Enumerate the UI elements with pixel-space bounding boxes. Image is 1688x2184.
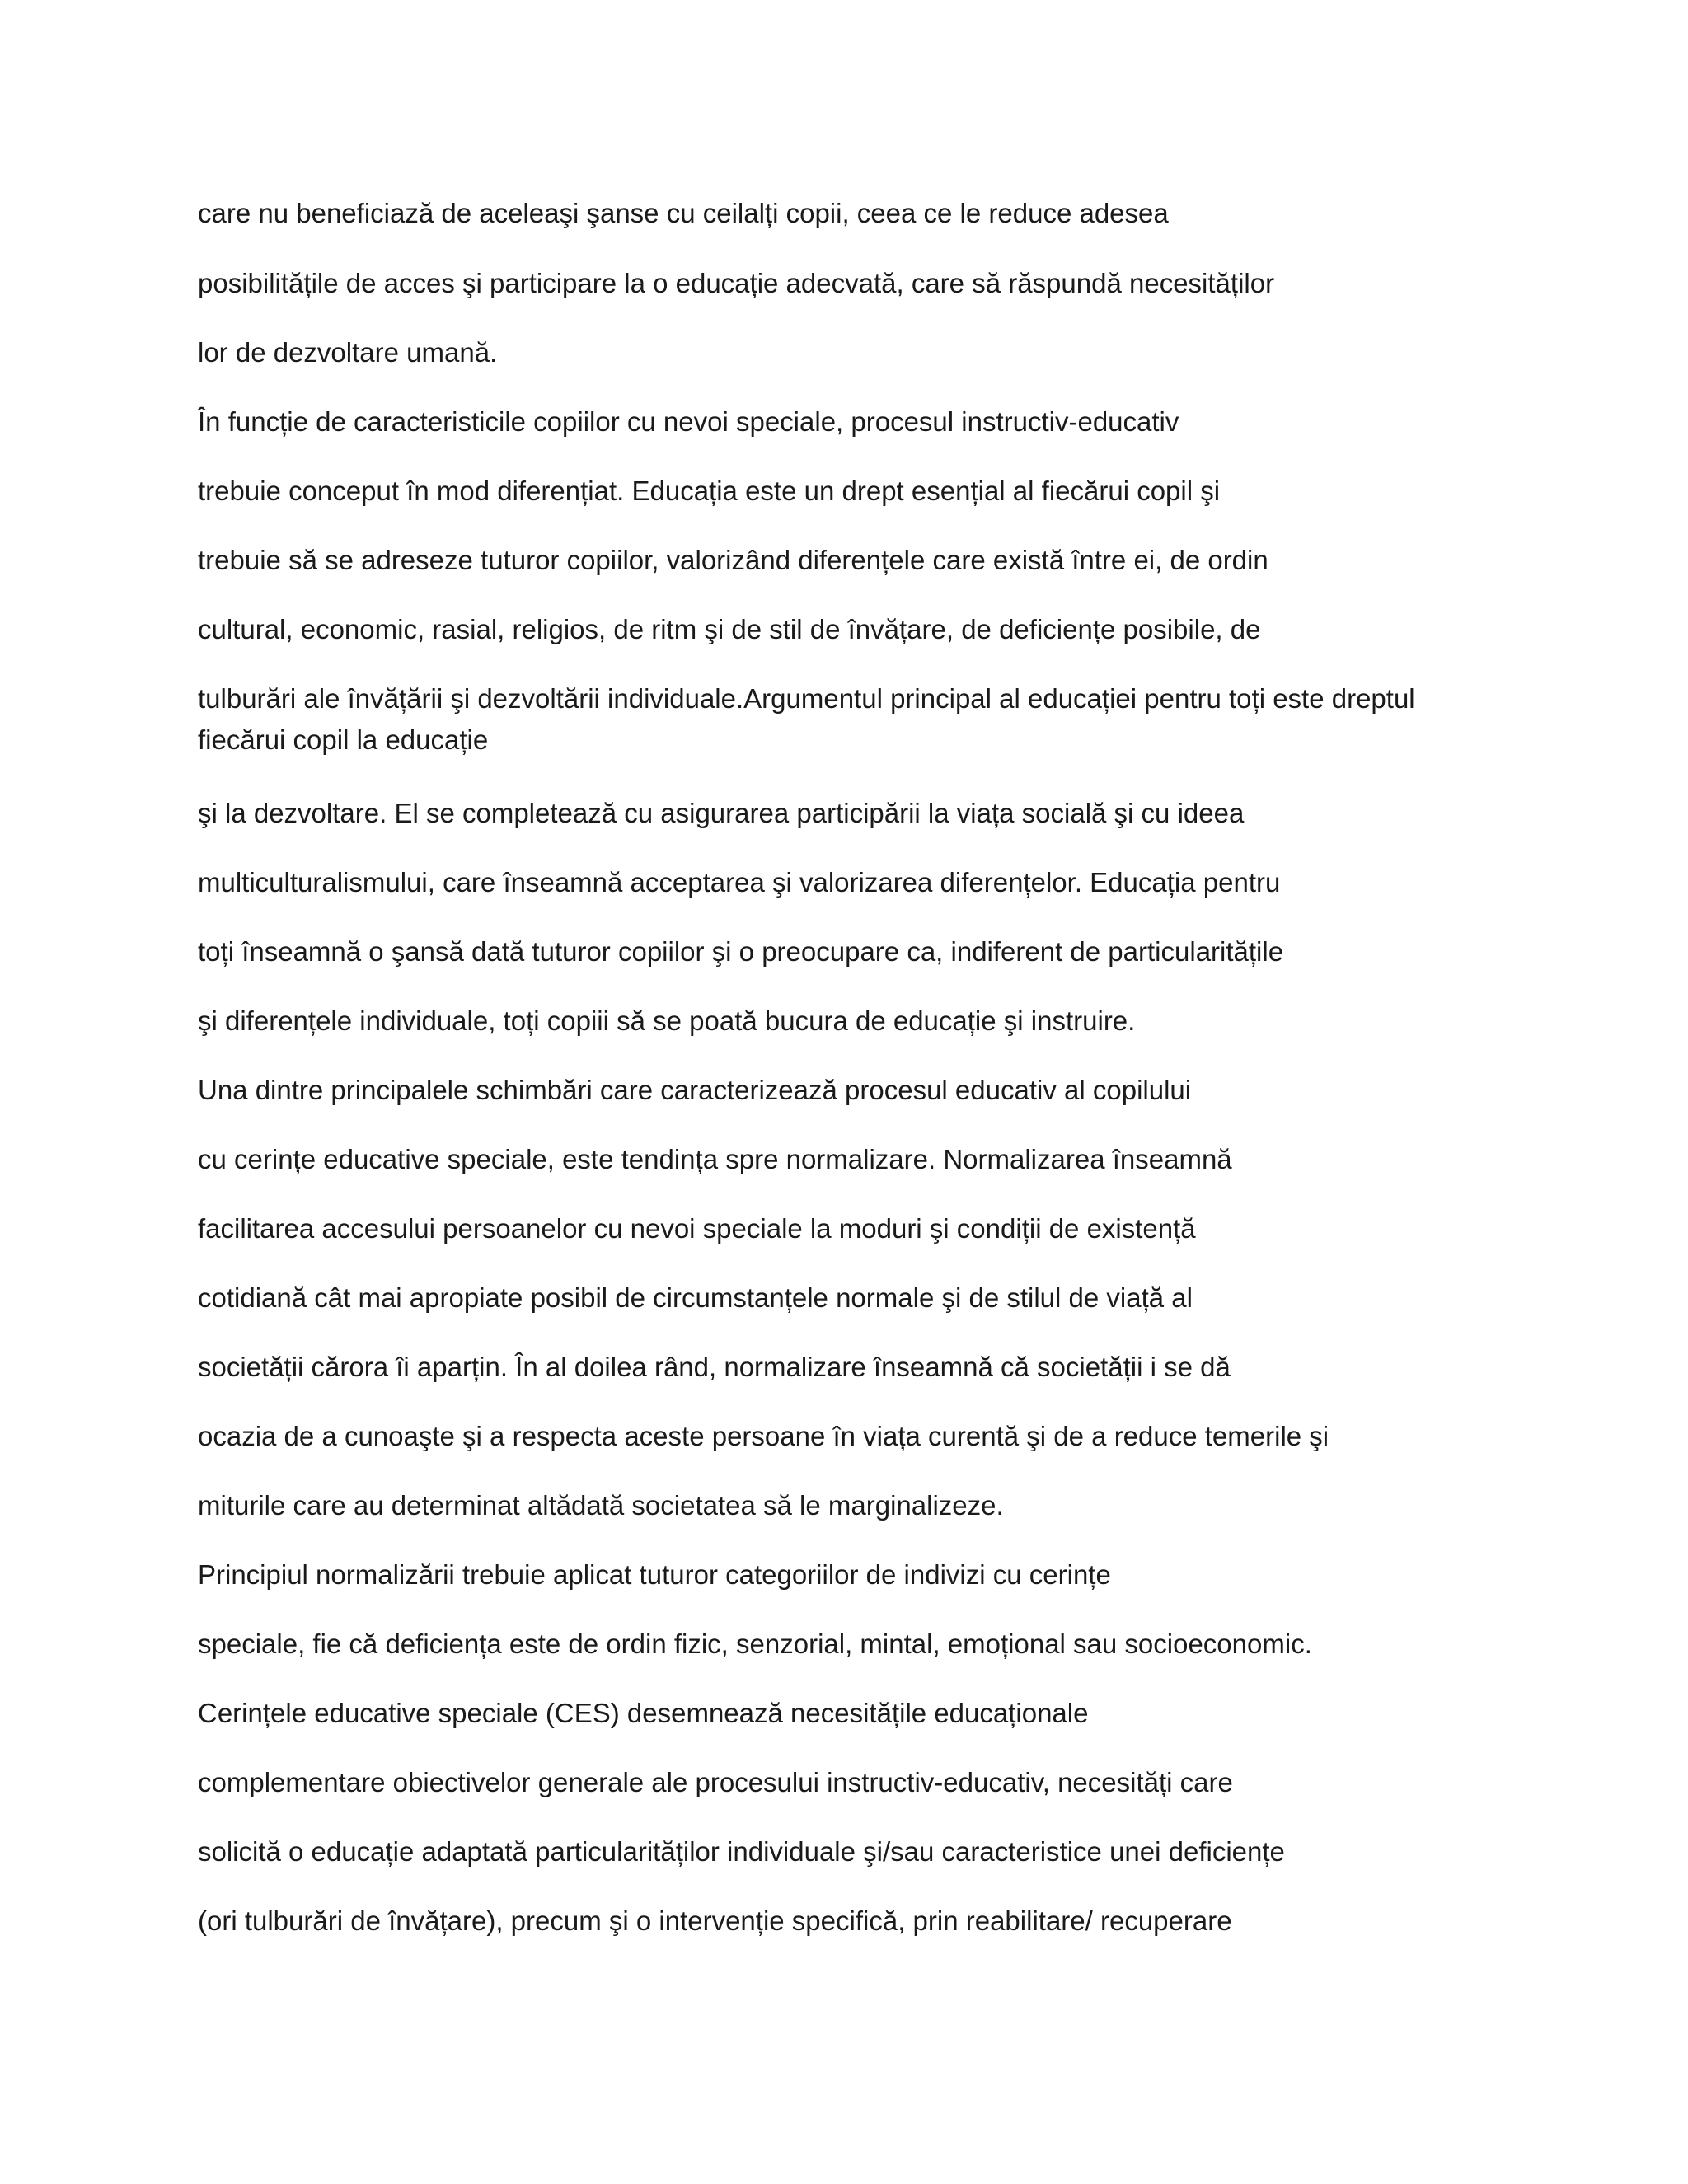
text-line: posibilitățile de acces şi participare la o educație adecvată, care să răspundă necesităților <box>198 268 1275 298</box>
text-line: trebuie să se adreseze tuturor copiilor, valorizând diferențele care există între ei, de ordin <box>198 545 1268 575</box>
text-line: şi diferențele individuale, toți copiii să se poată bucura de educație şi instruire. <box>198 1005 1136 1036</box>
text-line: cotidiană cât mai apropiate posibil de circumstanțele normale şi de stilul de viață al <box>198 1282 1193 1313</box>
text-line: societății cărora îi aparțin. În al doilea rând, normalizare înseamnă că societății i se dă <box>198 1352 1231 1382</box>
text-line: miturile care au determinat altădată societatea să le marginalizeze. <box>198 1490 1004 1521</box>
text-line: cultural, economic, rasial, religios, de ritm şi de stil de învățare, de deficiențe posibile, de <box>198 614 1261 644</box>
text-line: ocazia de a cunoaşte şi a respecta aceste persoane în viața curentă şi de a reduce temerile şi <box>198 1421 1329 1451</box>
text-line: lor de dezvoltare umană. <box>198 337 498 368</box>
text-line: facilitarea accesului persoanelor cu nevoi speciale la moduri şi condiții de existență <box>198 1213 1196 1244</box>
text-line: fiecărui copil la educație <box>198 724 489 755</box>
text-line: (ori tulburări de învățare), precum şi o intervenție specifică, prin reabilitare/ recuperare <box>198 1905 1232 1936</box>
text-line: Cerințele educative speciale (CES) desemnează necesitățile educaționale <box>198 1698 1089 1728</box>
text-line: care nu beneficiază de aceleaşi şanse cu ceilalți copii, ceea ce le reduce adesea <box>198 198 1169 228</box>
text-line: complementare obiectivelor generale ale procesului instructiv-educativ, necesități care <box>198 1767 1233 1797</box>
text-line: Una dintre principalele schimbări care caracterizează procesul educativ al copilului <box>198 1075 1192 1105</box>
text-line: speciale, fie că deficiența este de ordin fizic, senzorial, mintal, emoțional sau socioeconomic. <box>198 1629 1312 1659</box>
text-line: Principiul normalizării trebuie aplicat tuturor categoriilor de indivizi cu cerințe <box>198 1559 1111 1590</box>
text-line: trebuie conceput în mod diferențiat. Educația este un drept esențial al fiecărui copil şi <box>198 476 1221 506</box>
text-line: tulburări ale învățării şi dezvoltării individuale.Argumentul principal al educației pentru toți este dreptul <box>198 683 1415 714</box>
text-line: şi la dezvoltare. El se completează cu asigurarea participării la viața socială şi cu ideea <box>198 798 1245 828</box>
text-line: multiculturalismului, care înseamnă acceptarea şi valorizarea diferențelor. Educația pentru <box>198 867 1281 898</box>
text-line: solicită o educație adaptată particularităților individuale şi/sau caracteristice unei deficiențe <box>198 1836 1285 1867</box>
text-line: cu cerințe educative speciale, este tendința spre normalizare. Normalizarea înseamnă <box>198 1144 1232 1174</box>
text-line: În funcție de caracteristicile copiilor cu nevoi speciale, procesul instructiv-educativ <box>198 406 1179 437</box>
text-line: toți înseamnă o şansă dată tuturor copiilor şi o preocupare ca, indiferent de particularitățile <box>198 936 1284 967</box>
